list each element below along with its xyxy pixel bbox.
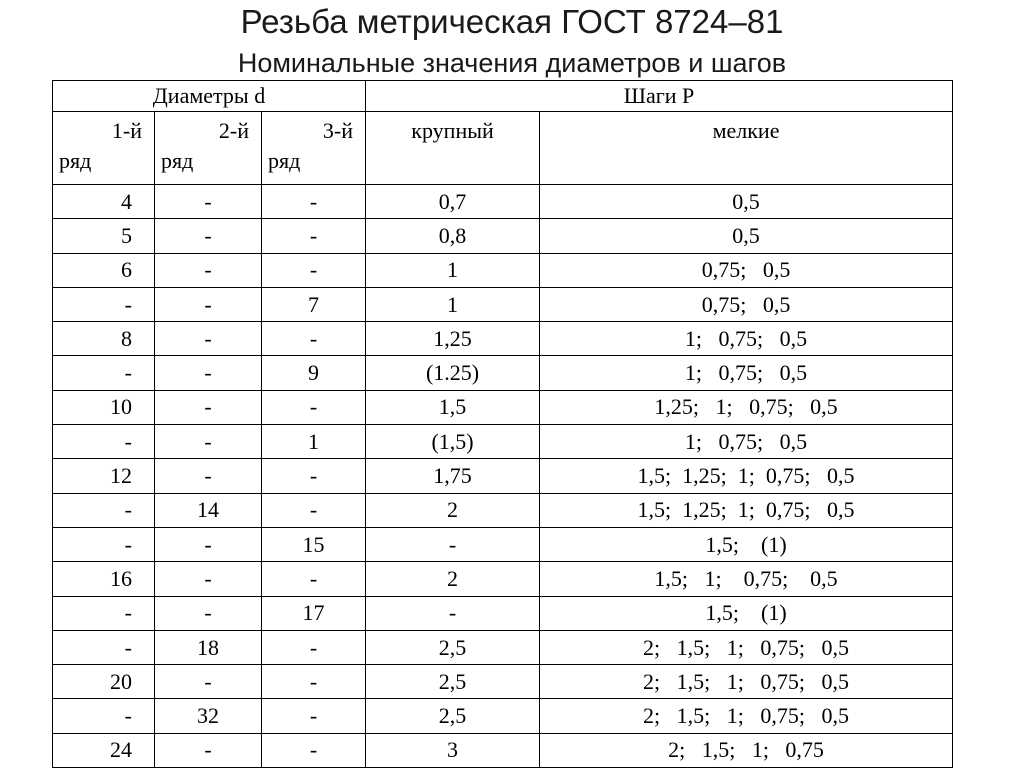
diameter-row1-cell: 12 [53, 459, 155, 493]
coarse-pitch-cell: 2 [366, 562, 540, 596]
coarse-pitch-cell: (1,5) [366, 425, 540, 459]
fine-pitch-cell: 1; 0,75; 0,5 [540, 356, 953, 390]
diameter-row2-cell: - [155, 733, 262, 767]
coarse-pitch-cell: 2,5 [366, 665, 540, 699]
table-row [53, 630, 953, 664]
table-row [53, 562, 953, 596]
header-row1-word: ряд [59, 148, 92, 173]
table-row [53, 699, 953, 733]
header-row2-word: ряд [161, 148, 194, 173]
diameter-row2-cell: - [155, 425, 262, 459]
diameter-row1-cell: - [53, 356, 155, 390]
header-row2 [155, 112, 262, 185]
coarse-pitch-cell: 3 [366, 733, 540, 767]
fine-pitch-cell: 0,5 [540, 219, 953, 253]
diameter-row2-cell: - [155, 253, 262, 287]
fine-pitch-cell: 2; 1,5; 1; 0,75; 0,5 [540, 665, 953, 699]
page-title: Резьба метрическая ГОСТ 8724–81 [240, 3, 784, 40]
diameter-row1-cell: 8 [53, 322, 155, 356]
fine-pitch-cell: 0,75; 0,5 [540, 287, 953, 321]
diameter-row2-cell: - [155, 219, 262, 253]
diameter-row2-cell: - [155, 356, 262, 390]
diameter-row2-cell: - [155, 527, 262, 561]
diameter-row3-cell: 17 [262, 596, 366, 630]
diameter-row3-cell: 7 [262, 287, 366, 321]
fine-pitch-cell: 1,5; 1; 0,75; 0,5 [540, 562, 953, 596]
diameter-row2-cell: - [155, 562, 262, 596]
diameter-row2-cell: - [155, 322, 262, 356]
title-block [0, 0, 1024, 80]
header-row-columns [53, 112, 953, 185]
coarse-pitch-cell: 0,7 [366, 185, 540, 219]
diameter-row2-cell: 32 [155, 699, 262, 733]
diameter-row3-cell: - [262, 493, 366, 527]
header-row3-num: 3-й [322, 118, 354, 143]
coarse-pitch-cell: 1,5 [366, 390, 540, 424]
diameter-row3-cell: - [262, 733, 366, 767]
diameter-row1-cell: 16 [53, 562, 155, 596]
fine-pitch-cell: 2; 1,5; 1; 0,75 [540, 733, 953, 767]
diameter-row3-cell: - [262, 630, 366, 664]
table-row [53, 596, 953, 630]
coarse-pitch-cell: - [366, 596, 540, 630]
header-row2-num: 2-й [218, 118, 249, 143]
table-row [53, 253, 953, 287]
table-row [53, 356, 953, 390]
diameter-row1-cell: - [53, 493, 155, 527]
fine-pitch-cell: 0,75; 0,5 [540, 253, 953, 287]
diameter-row1-cell: - [53, 699, 155, 733]
diameter-row3-cell: - [262, 253, 366, 287]
diameter-row3-cell: - [262, 185, 366, 219]
coarse-pitch-cell: - [366, 527, 540, 561]
diameter-row1-cell: 4 [53, 185, 155, 219]
fine-pitch-cell: 2; 1,5; 1; 0,75; 0,5 [540, 699, 953, 733]
fine-pitch-cell: 1; 0,75; 0,5 [540, 322, 953, 356]
table-row [53, 459, 953, 493]
diameter-row3-cell: - [262, 459, 366, 493]
coarse-pitch-cell: 1 [366, 253, 540, 287]
coarse-pitch-cell: 2,5 [366, 630, 540, 664]
fine-pitch-cell: 0,5 [540, 185, 953, 219]
header-pitches: Шаги P [366, 81, 953, 112]
diameter-row1-cell: - [53, 287, 155, 321]
table-row [53, 287, 953, 321]
diameter-row3-cell: 9 [262, 356, 366, 390]
diameter-row2-cell: - [155, 459, 262, 493]
diameter-row1-cell: 6 [53, 253, 155, 287]
header-row3 [262, 112, 366, 185]
coarse-pitch-cell: 1,25 [366, 322, 540, 356]
coarse-pitch-cell: 1 [366, 287, 540, 321]
fine-pitch-cell: 1,5; (1) [540, 527, 953, 561]
header-diameters: Диаметры d [53, 81, 366, 112]
diameter-row3-cell: - [262, 322, 366, 356]
diameter-row3-cell: - [262, 699, 366, 733]
coarse-pitch-cell: 2 [366, 493, 540, 527]
diameter-row2-cell: 18 [155, 630, 262, 664]
table-row [53, 219, 953, 253]
fine-pitch-cell: 1; 0,75; 0,5 [540, 425, 953, 459]
diameter-row2-cell: - [155, 390, 262, 424]
table-row [53, 425, 953, 459]
diameter-row1-cell: - [53, 630, 155, 664]
header-row1-num: 1-й [111, 118, 142, 143]
fine-pitch-cell: 1,5; 1,25; 1; 0,75; 0,5 [540, 459, 953, 493]
page-subtitle: Номинальные значения диаметров и шагов [237, 48, 787, 78]
diameter-row1-cell: 24 [53, 733, 155, 767]
diameter-row1-cell: - [53, 596, 155, 630]
header-fine: мелкие [540, 112, 953, 185]
diameter-row1-cell: 10 [53, 390, 155, 424]
thread-table [52, 80, 953, 768]
diameter-row3-cell: - [262, 562, 366, 596]
diameter-row3-cell: - [262, 665, 366, 699]
header-row3-word: ряд [268, 148, 301, 173]
table-row [53, 527, 953, 561]
fine-pitch-cell: 2; 1,5; 1; 0,75; 0,5 [540, 630, 953, 664]
table-row [53, 733, 953, 767]
coarse-pitch-cell: 2,5 [366, 699, 540, 733]
table-row [53, 665, 953, 699]
coarse-pitch-cell: 1,75 [366, 459, 540, 493]
diameter-row2-cell: - [155, 665, 262, 699]
diameter-row1-cell: - [53, 527, 155, 561]
table-row [53, 390, 953, 424]
diameter-row2-cell: - [155, 185, 262, 219]
header-row-groups [53, 81, 953, 112]
fine-pitch-cell: 1,25; 1; 0,75; 0,5 [540, 390, 953, 424]
diameter-row1-cell: - [53, 425, 155, 459]
fine-pitch-cell: 1,5; (1) [540, 596, 953, 630]
fine-pitch-cell: 1,5; 1,25; 1; 0,75; 0,5 [540, 493, 953, 527]
table-row [53, 322, 953, 356]
diameter-row3-cell: - [262, 219, 366, 253]
header-coarse: крупный [366, 112, 540, 185]
diameter-row3-cell: - [262, 390, 366, 424]
diameter-row1-cell: 20 [53, 665, 155, 699]
diameter-row3-cell: 15 [262, 527, 366, 561]
diameter-row2-cell: - [155, 596, 262, 630]
diameter-row2-cell: - [155, 287, 262, 321]
table-row [53, 493, 953, 527]
header-row1 [53, 112, 155, 185]
diameter-row3-cell: 1 [262, 425, 366, 459]
diameter-row1-cell: 5 [53, 219, 155, 253]
table-row [53, 185, 953, 219]
coarse-pitch-cell: (1.25) [366, 356, 540, 390]
diameter-row2-cell: 14 [155, 493, 262, 527]
coarse-pitch-cell: 0,8 [366, 219, 540, 253]
